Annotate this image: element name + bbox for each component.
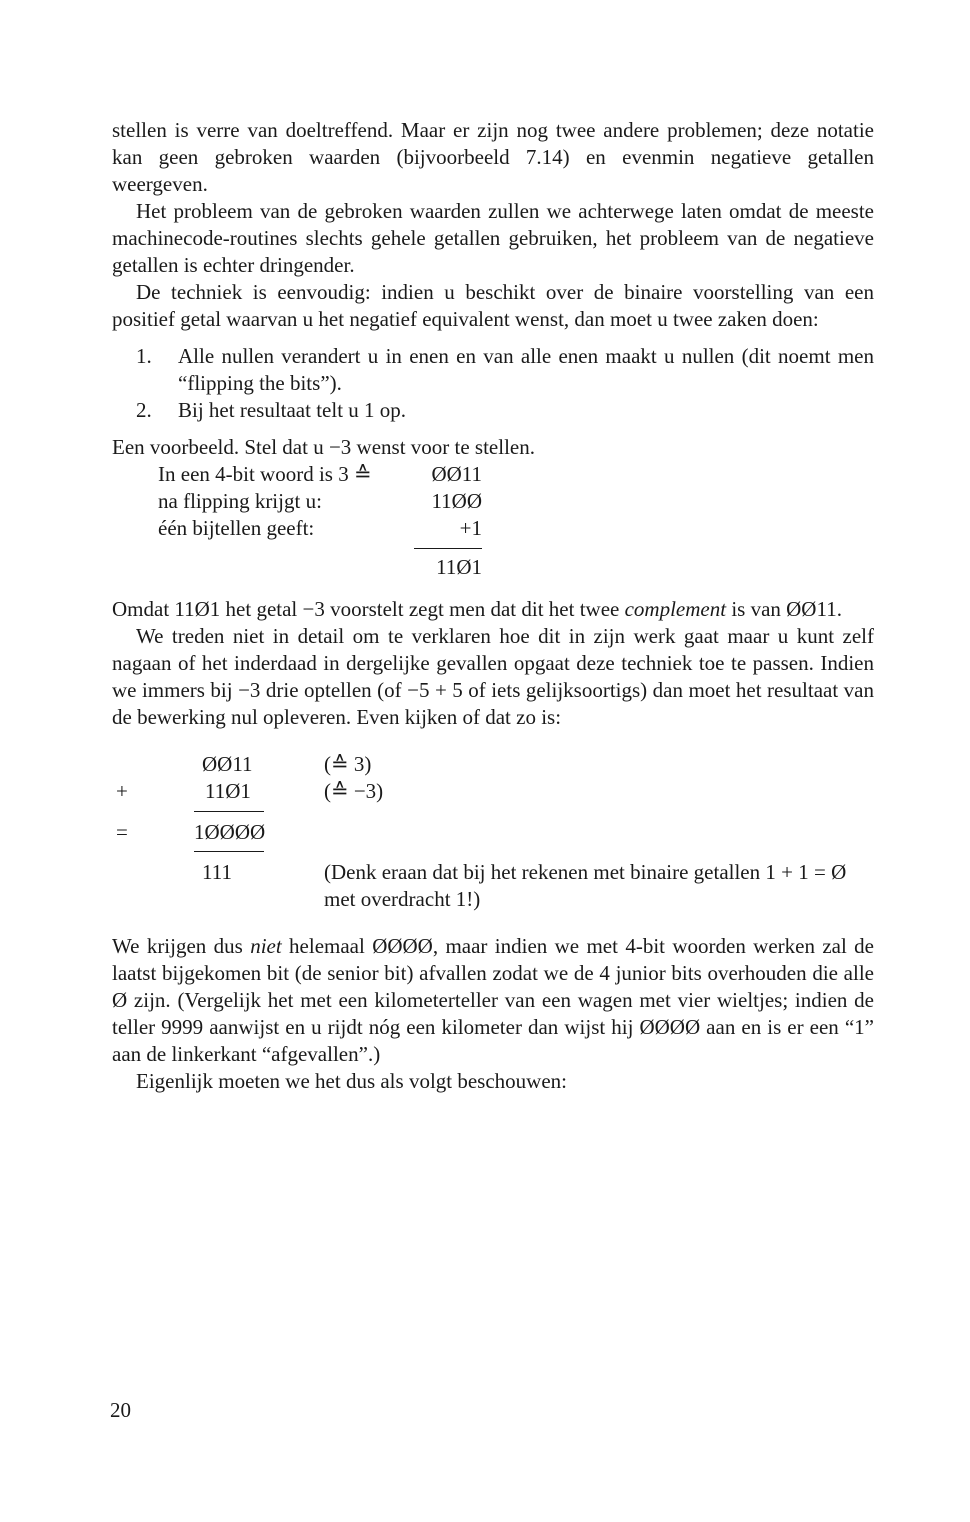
list-item-text: Alle nullen verandert u in enen en van alle enen maakt u nullen (dit noemt men “flipping the bits”).: [178, 344, 874, 395]
paragraph-6-text-end: helemaal ØØØØ, maar indien we met 4-bit woorden werken zal de laatst bijgekomen bit (de senior bit) afvallen zodat we de 4 junior bits overhouden die alle Ø zijn. (Vergelijk het met een kilometerteller van een wagen met vier wieltjes; indien de teller 9999 aanwijst en u rijdt nóg een kilometer dan wijst hij ØØØØ aan en is er een “1” aan de linkerkant “afgevallen”.): [112, 934, 874, 1066]
paragraph-7: Eigenlijk moeten we het dus als volgt beschouwen:: [136, 1069, 567, 1093]
carry-value: 111: [202, 860, 232, 884]
example-intro: Een voorbeeld. Stel dat u −3 wenst voor te stellen.: [112, 435, 535, 459]
example-block: [112, 434, 874, 582]
sum-note: (≙ −3): [324, 779, 384, 803]
list-item: [112, 343, 874, 397]
sum-operator: =: [116, 820, 128, 844]
example-row: [112, 461, 874, 488]
list-item-number: 2.: [136, 398, 152, 422]
sum-rule: [414, 548, 482, 549]
paragraph-3: De techniek is eenvoudig: indien u beschikt over de binaire voorstelling van een positief getal waarvan u het negatief equivalent wenst, dan moet u twee zaken doen:: [112, 280, 874, 331]
example-label: één bijtellen geeft:: [158, 516, 315, 540]
example-value: +1: [459, 516, 482, 540]
paragraph-2: Het probleem van de gebroken waarden zullen we achterwege laten omdat de meeste machinecode-routines slechts gehele getallen gebruiken, het probleem van de negatieve getallen is echter dringender.: [112, 199, 874, 277]
paragraph-1: stellen is verre van doeltreffend. Maar er zijn nog twee andere problemen; deze notatie kan geen gebroken waarden (bijvoorbeeld 7.14) en evenmin negatieve getallen weergeven.: [112, 118, 874, 196]
example-result-row: [112, 542, 874, 582]
list-item-text: Bij het resultaat telt u 1 op.: [178, 398, 407, 422]
example-result: 11Ø1: [436, 555, 482, 579]
emphasis-complement: complement: [624, 597, 727, 621]
sum-value: 11Ø1: [205, 779, 251, 803]
example-row: [112, 488, 874, 515]
paragraph-4: [112, 596, 874, 623]
paragraph-5: We treden niet in detail om te verklaren hoe dit in zijn werk gaat maar u kunt zelf nagaan of het inderdaad in dergelijke gevallen opgaat deze techniek toe te passen. Indien we immers bij −3 drie optellen (of −5 + 5 of iets gelijksoortigs) dan moet het resultaat van de bewerking nul opleveren. Even kijken of dat zo is:: [112, 624, 874, 729]
example-label: na flipping krijgt u:: [158, 489, 322, 513]
page-number: 20: [110, 1398, 131, 1422]
sum-value: ØØ11: [202, 752, 253, 776]
paragraph-4-text-end: is van ØØ11.: [726, 597, 842, 621]
example-value: 11ØØ: [431, 489, 482, 513]
paragraph-4-text: Omdat 11Ø1 het getal −3 voorstelt zegt men dat dit het twee: [112, 597, 625, 621]
paragraph-6-text: We krijgen dus: [112, 934, 251, 958]
carry-note: (Denk eraan dat bij het rekenen met binaire getallen 1 + 1 = Ø met overdracht 1!): [324, 860, 847, 911]
sum-rule: [194, 851, 264, 852]
sum-value: 1ØØØØ: [194, 820, 266, 844]
example-row: [112, 515, 874, 542]
example-value: ØØ11: [431, 462, 482, 486]
steps-list: [112, 343, 874, 424]
list-item: [112, 397, 874, 424]
list-item-number: 1.: [136, 344, 152, 368]
emphasis-niet: niet: [250, 934, 282, 958]
binary-sum: [112, 741, 874, 921]
sum-rule: [194, 811, 264, 812]
sum-note: (≙ 3): [324, 752, 372, 776]
example-label: In een 4-bit woord is 3 ≙: [158, 462, 372, 486]
sum-operator: +: [116, 779, 128, 803]
paragraph-6: [112, 933, 874, 1068]
page-body: [112, 117, 874, 1095]
